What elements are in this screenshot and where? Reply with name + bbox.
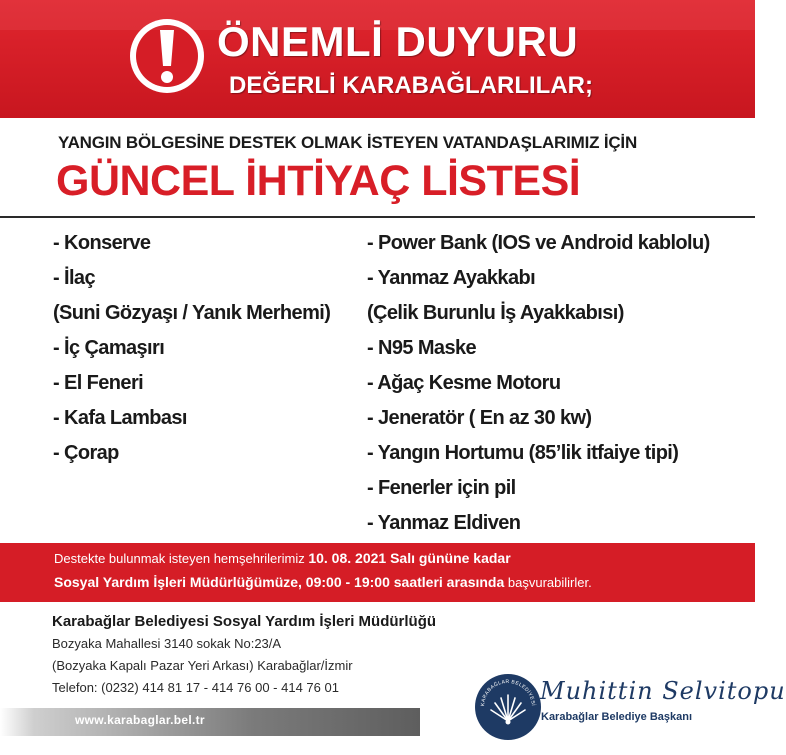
list-item: - N95 Maske bbox=[367, 337, 477, 359]
notice-text: Destekte bulunmak isteyen hemşehrilerimiz bbox=[54, 551, 309, 566]
divider bbox=[0, 216, 755, 218]
mayor-signature: Muhittin Selvitopu bbox=[540, 677, 786, 705]
notice-text: başvurabilirler. bbox=[504, 575, 592, 590]
list-item: (Suni Gözyaşı / Yanık Merhemi) bbox=[53, 302, 331, 324]
office-name: Karabağlar Belediyesi Sosyal Yardım İşleri Müdürlüğü bbox=[52, 613, 437, 630]
list-item: - Yangın Hortumu (85’lik itfaiye tipi) bbox=[367, 442, 679, 464]
list-item: - Power Bank (IOS ve Android kablolu) bbox=[367, 232, 710, 254]
notice-line-1 bbox=[54, 550, 511, 566]
website-link[interactable]: www.karabaglar.bel.tr bbox=[75, 713, 205, 727]
office-address-line-1: Bozyaka Mahallesi 3140 sokak No:23/A bbox=[52, 636, 282, 651]
list-item: - İç Çamaşırı bbox=[53, 337, 165, 359]
notice-line-2 bbox=[54, 574, 592, 590]
website-bar bbox=[0, 708, 420, 736]
svg-text:KARABAĞLAR BELEDİYESİ: KARABAĞLAR BELEDİYESİ bbox=[479, 678, 536, 707]
list-item: - Ağaç Kesme Motoru bbox=[367, 372, 561, 394]
office-phone: Telefon: (0232) 414 81 17 - 414 76 00 - 414 76 01 bbox=[52, 680, 339, 695]
list-title: GÜNCEL İHTİYAÇ LİSTESİ bbox=[56, 157, 581, 205]
notice-deadline: 10. 08. 2021 Salı gününe kadar bbox=[308, 550, 511, 566]
notice-hours: Sosyal Yardım İşleri Müdürlüğümüze, 09:00 - 19:00 saatleri arasında bbox=[54, 574, 505, 590]
deadline-notice-band bbox=[0, 543, 755, 602]
karabaglar-logo-icon bbox=[474, 673, 542, 741]
list-item: - Yanmaz Ayakkabı bbox=[367, 267, 536, 289]
header-banner bbox=[0, 0, 755, 118]
list-item: (Çelik Burunlu İş Ayakkabısı) bbox=[367, 302, 624, 324]
announcement-subtitle: DEĞERLİ KARABAĞLARLILAR; bbox=[229, 72, 593, 99]
warning-exclamation-icon bbox=[127, 16, 207, 96]
intro-heading: YANGIN BÖLGESİNE DESTEK OLMAK İSTEYEN VATANDAŞLARIMIZ İÇİN bbox=[58, 133, 638, 152]
list-item: - El Feneri bbox=[53, 372, 144, 394]
office-address-line-2: (Bozyaka Kapalı Pazar Yeri Arkası) Karabağlar/İzmir bbox=[52, 658, 353, 673]
list-item: - Çorap bbox=[53, 442, 119, 464]
list-item: - Kafa Lambası bbox=[53, 407, 187, 429]
announcement-title: ÖNEMLİ DUYURU bbox=[217, 18, 579, 65]
needs-list-right bbox=[367, 228, 710, 543]
list-item: - Yanmaz Eldiven bbox=[367, 512, 521, 534]
list-item: - İlaç bbox=[53, 267, 95, 289]
mayor-title: Karabağlar Belediye Başkanı bbox=[541, 711, 693, 723]
needs-list-left bbox=[53, 228, 330, 473]
list-item: - Konserve bbox=[53, 232, 151, 254]
list-item: - Jeneratör ( En az 30 kw) bbox=[367, 407, 592, 429]
list-item: - Fenerler için pil bbox=[367, 477, 516, 499]
